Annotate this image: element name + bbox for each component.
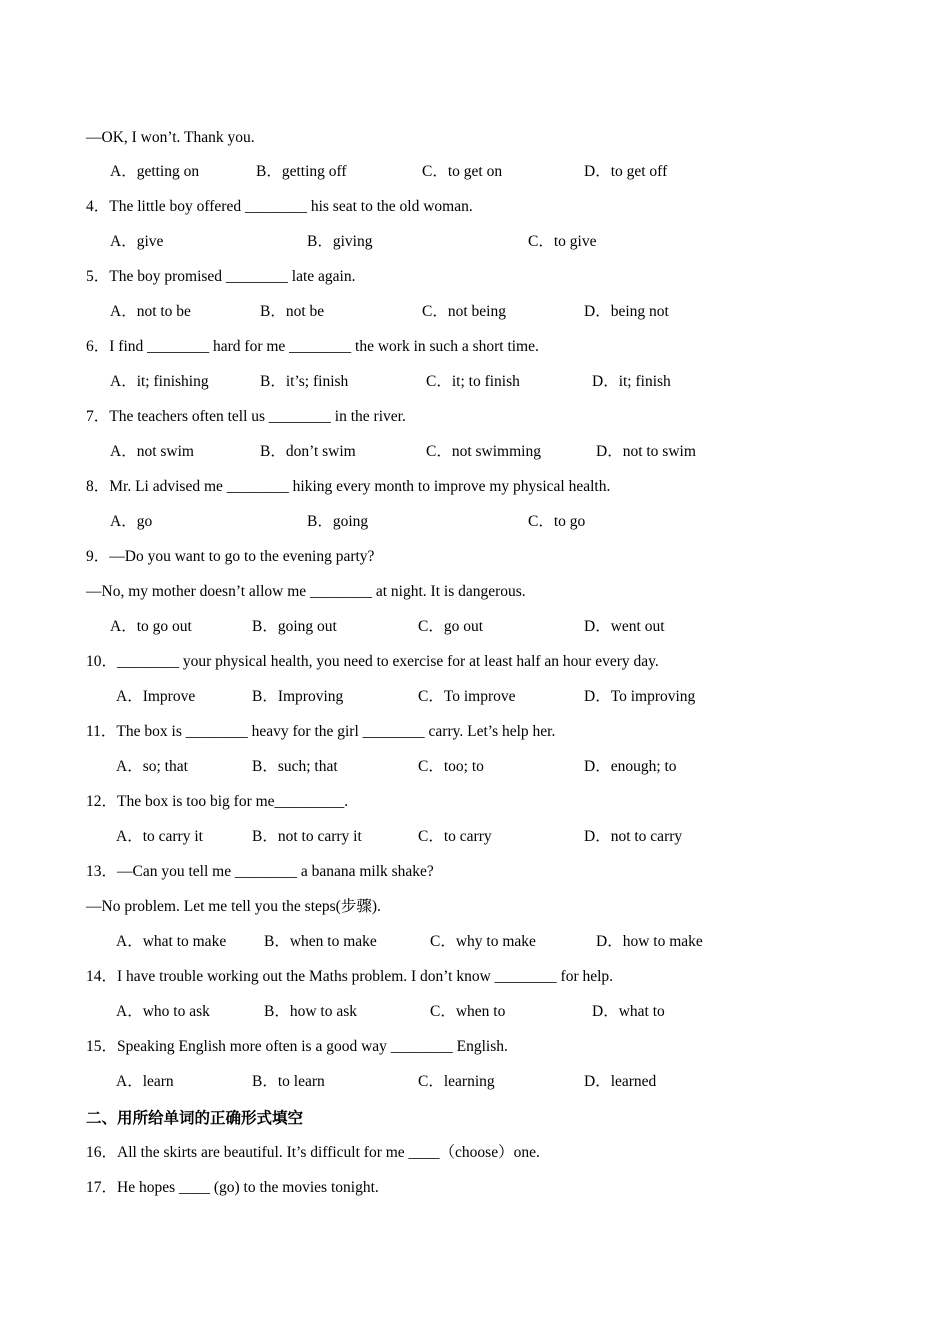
option-b: B．not to carry it (252, 828, 362, 845)
question-5: 5．The boy promised ________ late again. (86, 268, 356, 285)
question-11: 11．The box is ________ heavy for the girl ________ carry. Let’s help her. (86, 723, 556, 740)
option-d: D．to get off (584, 163, 668, 180)
option-c: C．when to (430, 1003, 506, 1020)
option-a: A．not to be (110, 303, 191, 320)
option-a: A．getting on (110, 163, 200, 180)
option-a: A．who to ask (116, 1003, 210, 1020)
question-17: 17．He hopes ____ (go) to the movies tonight. (86, 1179, 379, 1196)
option-b: B．going (307, 513, 369, 530)
option-c: C．to go (528, 513, 586, 530)
option-c: C．it; to finish (426, 373, 520, 390)
question-4: 4．The little boy offered ________ his seat to the old woman. (86, 198, 473, 215)
option-c: C．too; to (418, 758, 484, 775)
option-b: B．when to make (264, 933, 377, 950)
section-heading: 二、用所给单词的正确形式填空 (86, 1109, 304, 1127)
question-10: 10．________ your physical health, you need to exercise for at least half an hour every day. (86, 653, 659, 670)
option-c: C．to give (528, 233, 597, 250)
option-b: B．not be (260, 303, 325, 320)
option-d: D．enough; to (584, 758, 677, 775)
option-d: D．not to swim (596, 443, 696, 460)
option-a: A．what to make (116, 933, 227, 950)
option-a: A．go (110, 513, 153, 530)
option-b: B．Improving (252, 688, 344, 705)
dialogue-line: —No, my mother doesn’t allow me ________ at night. It is dangerous. (86, 583, 526, 600)
question-13: 13．—Can you tell me ________ a banana milk shake? (86, 863, 434, 880)
question-14: 14．I have trouble working out the Maths problem. I don’t know ________ for help. (86, 968, 614, 985)
option-a: A．to carry it (116, 828, 203, 845)
option-b: B．such; that (252, 758, 338, 775)
option-a: A．to go out (110, 618, 192, 635)
option-b: B．it’s; finish (260, 373, 349, 390)
option-a: A．give (110, 233, 164, 250)
option-a: A．learn (116, 1073, 174, 1090)
option-d: D．not to carry (584, 828, 683, 845)
option-c: C．not being (422, 303, 506, 320)
question-16: 16．All the skirts are beautiful. It’s difficult for me ____（choose）one. (86, 1144, 540, 1161)
option-a: A．Improve (116, 688, 196, 705)
dialogue-line: —OK, I won’t. Thank you. (86, 129, 255, 146)
option-c: C．to carry (418, 828, 492, 845)
option-c: C．why to make (430, 933, 536, 950)
option-d: D．being not (584, 303, 669, 320)
option-c: C．To improve (418, 688, 516, 705)
question-6: 6．I find ________ hard for me ________ the work in such a short time. (86, 338, 539, 355)
option-b: B．getting off (256, 163, 347, 180)
option-a: A．not swim (110, 443, 194, 460)
option-b: B．how to ask (264, 1003, 358, 1020)
option-d: D．went out (584, 618, 665, 635)
question-9: 9．—Do you want to go to the evening party? (86, 548, 375, 565)
option-a: A．so; that (116, 758, 188, 775)
question-12: 12．The box is too big for me_________. (86, 793, 349, 810)
question-7: 7．The teachers often tell us ________ in the river. (86, 408, 406, 425)
option-b: B．don’t swim (260, 443, 356, 460)
option-b: B．going out (252, 618, 337, 635)
option-d: D．To improving (584, 688, 696, 705)
option-c: C．go out (418, 618, 484, 635)
dialogue-line: —No problem. Let me tell you the steps(步骤). (86, 898, 381, 915)
option-b: B．to learn (252, 1073, 325, 1090)
option-d: D．what to (592, 1003, 665, 1020)
option-d: D．learned (584, 1073, 657, 1090)
option-d: D．how to make (596, 933, 703, 950)
option-a: A．it; finishing (110, 373, 209, 390)
option-c: C．learning (418, 1073, 495, 1090)
option-d: D．it; finish (592, 373, 671, 390)
option-b: B．giving (307, 233, 373, 250)
option-c: C．to get on (422, 163, 503, 180)
question-8: 8．Mr. Li advised me ________ hiking every month to improve my physical health. (86, 478, 611, 495)
option-c: C．not swimming (426, 443, 541, 460)
question-15: 15．Speaking English more often is a good way ________ English. (86, 1038, 508, 1055)
